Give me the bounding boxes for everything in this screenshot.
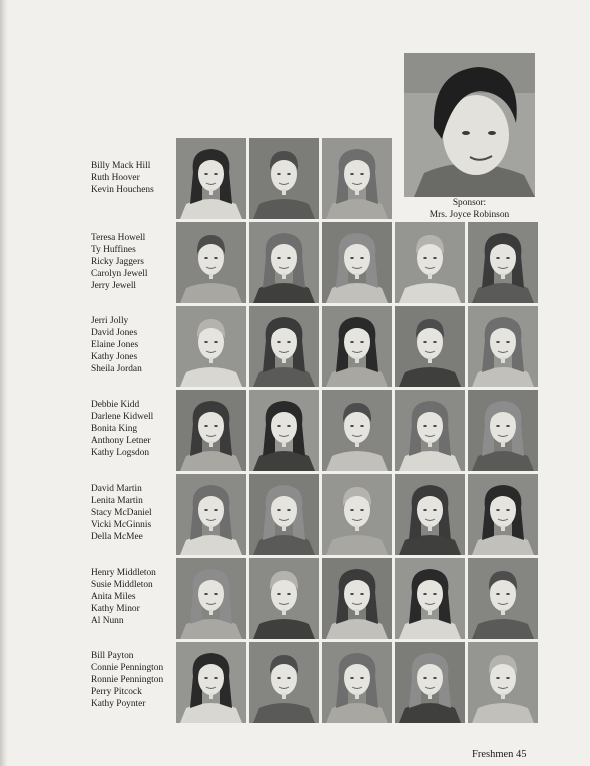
student-portrait: [249, 222, 319, 303]
student-name: Billy Mack Hill: [91, 161, 151, 171]
student-portrait: [395, 306, 465, 387]
student-name: Jerry Jewell: [91, 280, 137, 291]
student-portrait: [176, 390, 246, 471]
sponsor-name: Mrs. Joyce Robinson: [429, 209, 510, 220]
student-name: Bill Payton: [91, 651, 134, 661]
student-name: Anthony Letner: [91, 435, 151, 446]
student-portrait: [249, 306, 319, 387]
student-name: David Jones: [91, 327, 138, 338]
student-name: Henry Middleton: [91, 568, 156, 578]
student-portrait: [395, 474, 465, 555]
student-name: Ruth Hoover: [91, 172, 140, 183]
student-name: Kathy Logsdon: [91, 447, 150, 458]
student-portrait: [176, 222, 246, 303]
student-name: Kevin Houchens: [91, 184, 154, 195]
student-portrait: [249, 138, 319, 219]
name-list: [91, 161, 175, 197]
student-name: Teresa Howell: [91, 233, 146, 243]
student-portrait: [468, 558, 538, 639]
student-portrait: [322, 642, 392, 723]
student-name: Ricky Jaggers: [91, 256, 144, 267]
page-folio: Freshmen 45: [472, 749, 527, 760]
student-portrait: [176, 306, 246, 387]
student-name: Al Nunn: [91, 615, 124, 626]
student-name: Stacy McDaniel: [91, 507, 152, 518]
name-list: [91, 484, 175, 544]
student-portrait: [322, 390, 392, 471]
student-portrait: [468, 222, 538, 303]
student-portrait: [322, 474, 392, 555]
student-portrait: [249, 642, 319, 723]
name-list: [91, 400, 175, 460]
student-name: Kathy Poynter: [91, 698, 146, 709]
student-name: Vicki McGinnis: [91, 519, 152, 530]
student-name: Anita Miles: [91, 591, 136, 602]
student-portrait: [468, 474, 538, 555]
student-portrait: [176, 474, 246, 555]
student-name: Kathy Jones: [91, 351, 138, 362]
student-portrait: [176, 642, 246, 723]
student-portrait: [176, 138, 246, 219]
student-portrait: [395, 222, 465, 303]
name-list: [91, 651, 175, 711]
student-name: Susie Middleton: [91, 579, 153, 590]
student-portrait: [249, 558, 319, 639]
sponsor-label: Sponsor:: [452, 198, 487, 208]
student-name: David Martin: [91, 484, 142, 494]
student-name: Debbie Kidd: [91, 400, 140, 410]
name-list: [91, 316, 175, 376]
student-portrait: [395, 390, 465, 471]
name-list: [91, 233, 175, 293]
student-portrait: [468, 642, 538, 723]
name-list: [91, 568, 175, 628]
student-portrait: [395, 642, 465, 723]
student-name: Darlene Kidwell: [91, 411, 154, 422]
student-name: Bonita King: [91, 423, 138, 434]
student-portrait: [249, 390, 319, 471]
student-portrait: [395, 558, 465, 639]
student-portrait: [249, 474, 319, 555]
student-portrait: [322, 306, 392, 387]
student-name: Lenita Martin: [91, 495, 143, 506]
student-portrait: [176, 558, 246, 639]
student-portrait: [322, 222, 392, 303]
binding-gutter: [0, 0, 8, 766]
sponsor-photo: [404, 53, 535, 197]
student-name: Della McMee: [91, 531, 143, 542]
student-portrait: [322, 558, 392, 639]
student-name: Sheila Jordan: [91, 363, 142, 374]
student-portrait: [322, 138, 392, 219]
sponsor-caption: [404, 198, 535, 222]
student-name: Kathy Minor: [91, 603, 140, 614]
student-name: Jerri Jolly: [91, 316, 129, 326]
student-name: Perry Pitcock: [91, 686, 142, 697]
student-name: Elaine Jones: [91, 339, 139, 350]
student-name: Ronnie Pennington: [91, 674, 164, 685]
student-portrait: [468, 390, 538, 471]
student-name: Ty Huffines: [91, 244, 136, 255]
student-name: Connie Pennington: [91, 662, 164, 673]
student-name: Carolyn Jewell: [91, 268, 148, 279]
student-portrait: [468, 306, 538, 387]
